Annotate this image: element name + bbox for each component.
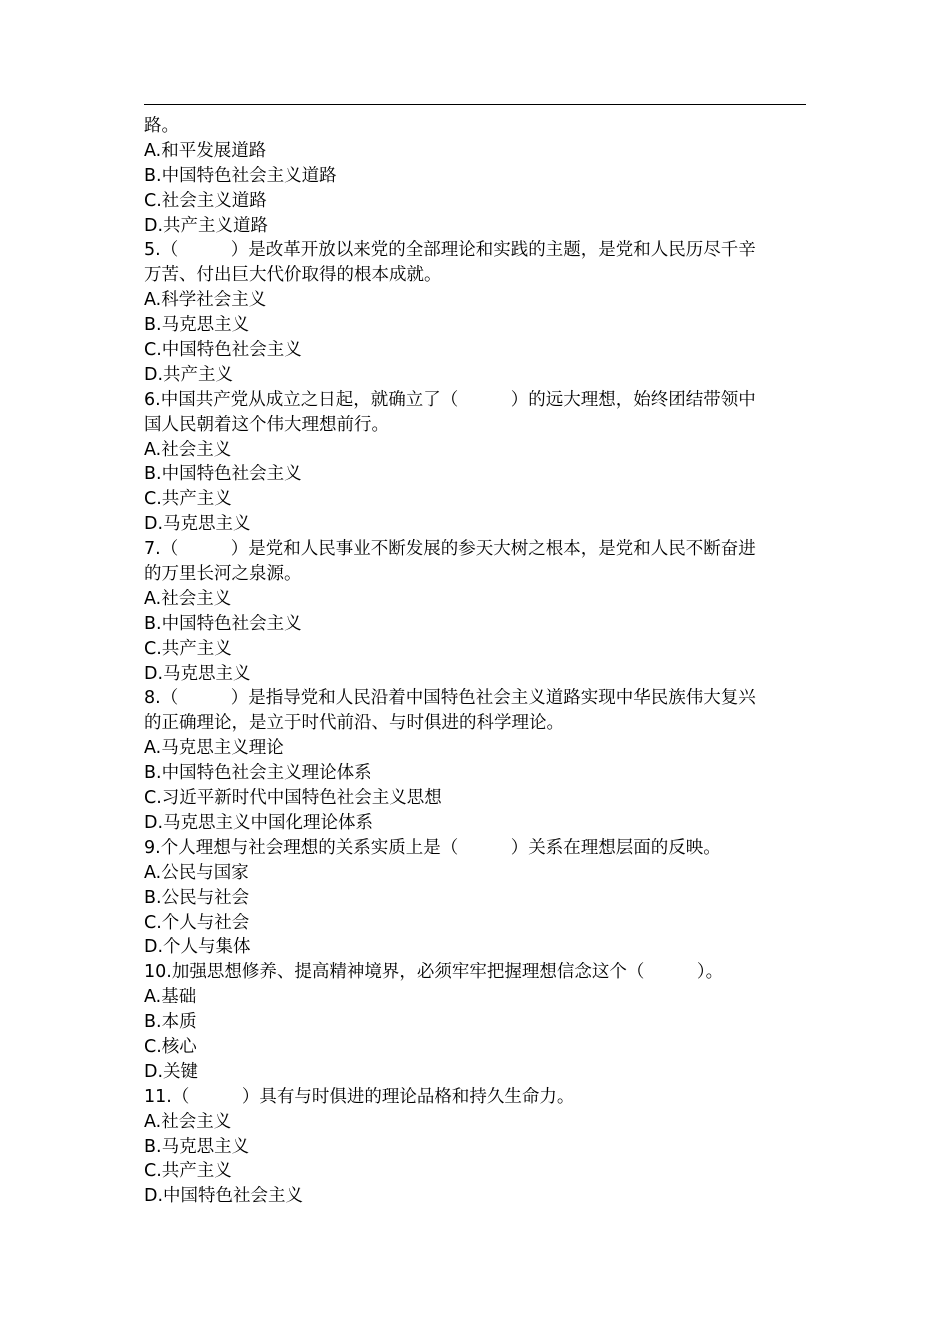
option-c: C.共产主义 bbox=[144, 638, 232, 659]
option-a: A.马克思主义理论 bbox=[144, 738, 284, 759]
question-list bbox=[144, 114, 808, 1209]
option-c: C.共产主义 bbox=[144, 1161, 232, 1182]
option-d: D.共产主义道路 bbox=[144, 215, 269, 236]
question-8 bbox=[144, 686, 808, 835]
option-a: A.公民与国家 bbox=[144, 862, 249, 883]
question-stem-line: 9.个人理想与社会理想的关系实质上是（ ）关系在理想层面的反映。 bbox=[144, 837, 721, 858]
question-7 bbox=[144, 537, 808, 686]
option-a: A.社会主义 bbox=[144, 588, 232, 609]
option-c: C.共产主义 bbox=[144, 489, 232, 510]
option-b: B.中国特色社会主义 bbox=[144, 613, 302, 634]
option-a: A.基础 bbox=[144, 987, 197, 1008]
question-stem-line: 国人民朝着这个伟大理想前行。 bbox=[144, 414, 389, 435]
option-c: C.习近平新时代中国特色社会主义思想 bbox=[144, 788, 442, 809]
question-stem-line: 7.（ ）是党和人民事业不断发展的参天大树之根本，是党和人民不断奋进 bbox=[144, 539, 756, 560]
question-9 bbox=[144, 836, 808, 960]
option-a: A.社会主义 bbox=[144, 439, 232, 460]
option-b: B.中国特色社会主义 bbox=[144, 464, 302, 485]
option-a: A.社会主义 bbox=[144, 1111, 232, 1132]
question-stem-line: 的万里长河之泉源。 bbox=[144, 564, 302, 585]
option-b: B.公民与社会 bbox=[144, 887, 250, 908]
question-stem-line: 10.加强思想修养、提高精神境界，必须牢牢把握理想信念这个（ ）。 bbox=[144, 962, 724, 983]
question-11 bbox=[144, 1085, 808, 1209]
question-stem-line: 6.中国共产党从成立之日起，就确立了（ ）的远大理想，始终团结带领中 bbox=[144, 389, 756, 410]
option-b: B.马克思主义 bbox=[144, 315, 250, 336]
option-d: D.共产主义 bbox=[144, 364, 234, 385]
option-d: D.个人与集体 bbox=[144, 937, 251, 958]
question-stem-line: 11.（ ）具有与时俱进的理论品格和持久生命力。 bbox=[144, 1086, 575, 1107]
option-d: D.马克思主义中国化理论体系 bbox=[144, 812, 374, 833]
question-10 bbox=[144, 960, 808, 1084]
option-c: C.社会主义道路 bbox=[144, 190, 267, 211]
option-d: D.马克思主义 bbox=[144, 663, 251, 684]
option-b: B.本质 bbox=[144, 1012, 197, 1033]
option-c: C.中国特色社会主义 bbox=[144, 340, 302, 361]
option-d: D.马克思主义 bbox=[144, 514, 251, 535]
question-stem-line: 的正确理论，是立于时代前沿、与时俱进的科学理论。 bbox=[144, 713, 564, 734]
option-a: A.科学社会主义 bbox=[144, 290, 267, 311]
question-stem-line: 万苦、付出巨大代价取得的根本成就。 bbox=[144, 265, 442, 286]
option-c: C.核心 bbox=[144, 1036, 197, 1057]
question-stem-line: 8.（ ）是指导党和人民沿着中国特色社会主义道路实现中华民族伟大复兴 bbox=[144, 688, 756, 709]
option-b: B.中国特色社会主义理论体系 bbox=[144, 763, 372, 784]
option-b: B.中国特色社会主义道路 bbox=[144, 165, 337, 186]
question-stem-line: 路。 bbox=[144, 116, 179, 136]
option-b: B.马克思主义 bbox=[144, 1136, 250, 1157]
option-a: A.和平发展道路 bbox=[144, 140, 267, 161]
question-5 bbox=[144, 238, 808, 387]
question-stem-line: 5.（ ）是改革开放以来党的全部理论和实践的主题，是党和人民历尽千辛 bbox=[144, 240, 756, 261]
option-d: D.中国特色社会主义 bbox=[144, 1186, 304, 1207]
question-6 bbox=[144, 388, 808, 537]
header-rule bbox=[144, 104, 806, 105]
option-d: D.关键 bbox=[144, 1061, 199, 1082]
option-c: C.个人与社会 bbox=[144, 912, 250, 933]
question-continuation bbox=[144, 114, 808, 238]
